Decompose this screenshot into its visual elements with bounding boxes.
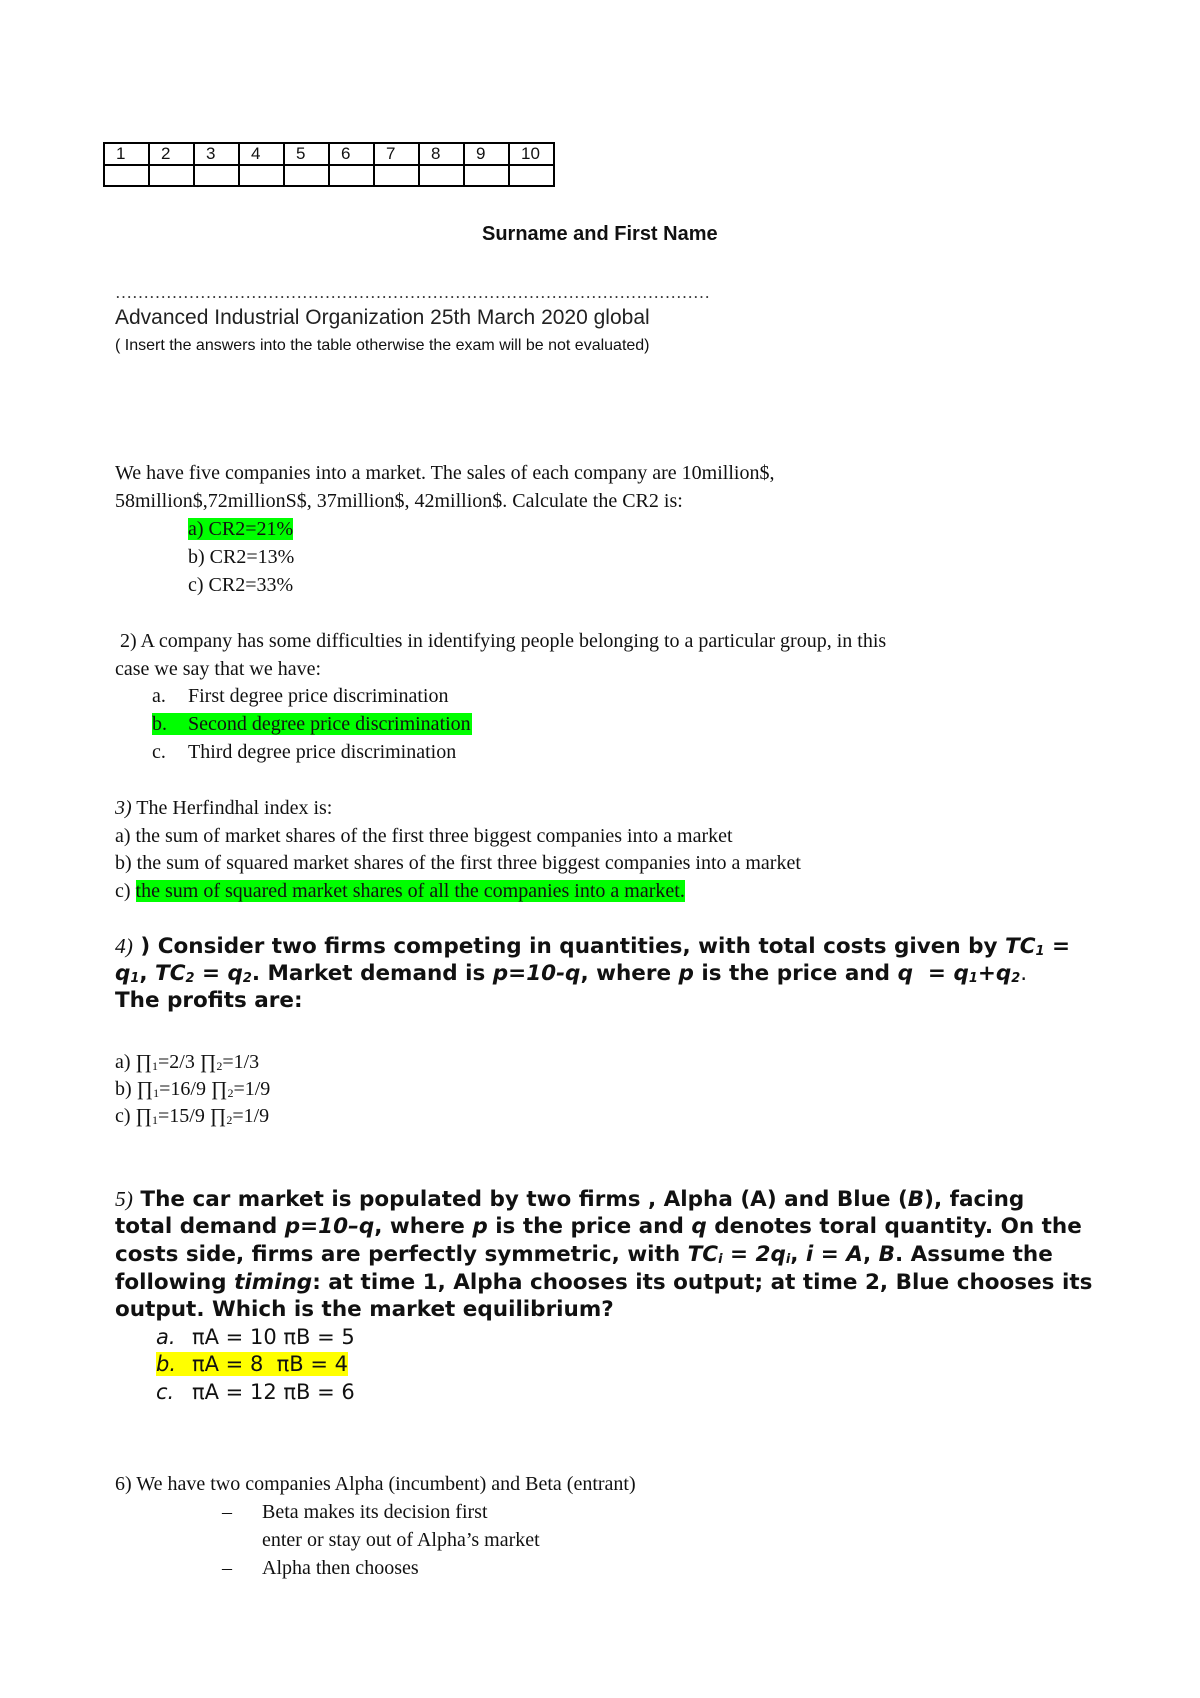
q4-option-a-v2: =1/3: [222, 1051, 260, 1073]
q4-option-b-sub1: 1: [153, 1085, 160, 1100]
q3-stem: [115, 797, 332, 820]
q4-option-c-v2: =1/9: [232, 1105, 270, 1127]
q5-option-a[interactable]: [156, 1325, 355, 1349]
answer-cell[interactable]: [464, 165, 509, 186]
q4-q1-sub: 1: [130, 970, 140, 986]
answer-number-cell: 4: [239, 143, 284, 165]
q5-stem-line3: [115, 1242, 1053, 1267]
q5-l1a: The car market is populated by two firms , Alpha (A) and Blue (: [132, 1187, 908, 1212]
q5-l2c: , where: [374, 1214, 473, 1239]
answer-cell[interactable]: [149, 165, 194, 186]
q4-option-b-v1: =16/9: [159, 1078, 211, 1100]
q1-option-a[interactable]: [188, 518, 293, 541]
q2-option-c-marker: c.: [152, 741, 166, 763]
q2-option-a-text: First degree price discrimination: [188, 685, 449, 707]
q2-option-b[interactable]: [152, 713, 472, 736]
answer-cell[interactable]: [284, 165, 329, 186]
q4-option-c-sub1: 1: [152, 1112, 159, 1127]
q2-option-a[interactable]: [152, 685, 448, 708]
q6-stem: 6) We have two companies Alpha (incumbent) and Beta (entrant): [115, 1473, 636, 1495]
q5-l3c: = 2q: [722, 1242, 786, 1267]
q4-sum-q2-sub: 2: [1011, 970, 1021, 986]
q5-l3g: A: [846, 1242, 863, 1267]
q5-stem-line1: [115, 1187, 1024, 1212]
q1-stem-line1: We have five companies into a market. The sales of each company are 10million$,: [115, 462, 775, 484]
q5-option-a-marker: a.: [156, 1325, 176, 1349]
q2-option-b-text: Second degree price discrimination: [188, 713, 471, 735]
q3-option-c-text: the sum of squared market shares of all the companies into a market.: [135, 880, 685, 902]
q2-stem-line1: 2) A company has some difficulties in identifying people belonging to a particular group, in this: [115, 630, 887, 652]
q4-option-a-sub1: 1: [152, 1058, 159, 1073]
q4-tc1-sub: 1: [1035, 943, 1045, 959]
q4-q: q: [897, 961, 913, 986]
q4-option-b-v2: =1/9: [233, 1078, 271, 1100]
q4-option-a[interactable]: [115, 1051, 259, 1074]
q4-plus: +: [977, 961, 996, 986]
q5-l3h: ,: [862, 1242, 879, 1267]
q5-l4b: timing: [234, 1270, 313, 1295]
q4-q2-sub: 2: [242, 970, 252, 986]
q4-number: 4): [115, 934, 133, 958]
answer-cell[interactable]: [239, 165, 284, 186]
q1-stem-line2: 58million$,72millionS$, 37million$, 42million$. Calculate the CR2 is:: [115, 490, 683, 512]
answer-number-cell: 5: [284, 143, 329, 165]
q4-sum-q2: q: [995, 961, 1012, 986]
q4-option-c-label: c): [115, 1105, 136, 1127]
q5-l4c: : at time 1, Alpha chooses its output; at time 2, Blue chooses its: [312, 1270, 1093, 1295]
q4-option-b[interactable]: [115, 1078, 270, 1101]
q5-l2a: total demand: [115, 1214, 285, 1239]
q3-option-b[interactable]: b) the sum of squared market shares of the first three biggest companies into a market: [115, 852, 801, 874]
q4-option-b-label: b): [115, 1078, 137, 1100]
exam-instruction: ( Insert the answers into the table otherwise the exam will be not evaluated): [115, 337, 650, 354]
answer-cell[interactable]: [329, 165, 374, 186]
q3-option-c[interactable]: [115, 880, 685, 903]
q4-option-c-sub2: 2: [226, 1112, 233, 1127]
answer-table-header-row: [104, 143, 554, 165]
q5-l4a: following: [115, 1270, 235, 1295]
answer-table-answer-row: [104, 165, 554, 186]
q5-option-b[interactable]: [156, 1352, 348, 1376]
answer-cell[interactable]: [104, 165, 149, 186]
q4-tc2-sub: 2: [185, 970, 195, 986]
q2-option-b-highlight: [152, 713, 472, 735]
answer-number-cell: 7: [374, 143, 419, 165]
q6-item1-continuation: enter or stay out of Alpha’s market: [262, 1529, 540, 1551]
q5-l1c: ), facing: [924, 1187, 1025, 1212]
answer-number-cell: 10: [509, 143, 554, 165]
q1-option-a-text: a) CR2=21%: [188, 518, 294, 540]
q4-eq: =: [1044, 934, 1070, 959]
q2-option-c-text: Third degree price discrimination: [188, 741, 457, 763]
q6-item2-text: Alpha then chooses: [262, 1557, 419, 1579]
q3-option-c-label: c): [115, 880, 136, 902]
q5-l3-sub: i: [718, 1251, 723, 1267]
q4-option-c[interactable]: [115, 1105, 269, 1128]
name-dotted-line: ……………………………………………………………………………………………: [115, 283, 710, 302]
q5-stem-line5: output. Which is the market equilibrium?: [115, 1297, 614, 1322]
answer-table: [103, 142, 555, 187]
q5-option-c[interactable]: [156, 1380, 355, 1404]
answer-number-cell: 8: [419, 143, 464, 165]
q4-option-a-pi1: ∏: [135, 1051, 153, 1073]
q4-tc1: TC: [1005, 934, 1036, 959]
answer-cell[interactable]: [419, 165, 464, 186]
q4-line1-text: ) Consider two firms competing in quantities, with total costs given by: [132, 934, 1006, 959]
q4-where: , where: [580, 961, 679, 986]
q5-l3j: . Assume the: [894, 1242, 1053, 1267]
q5-l3e: i: [805, 1242, 814, 1267]
q3-stem-text: The Herfindhal index is:: [131, 797, 333, 819]
q4-option-c-pi1: ∏: [135, 1105, 153, 1127]
answer-cell[interactable]: [374, 165, 419, 186]
q1-option-c[interactable]: c) CR2=33%: [188, 574, 294, 596]
q4-option-a-pi2: ∏: [199, 1051, 217, 1073]
q5-option-b-marker: b.: [156, 1352, 177, 1376]
answer-number-cell: 3: [194, 143, 239, 165]
answer-cell[interactable]: [509, 165, 554, 186]
answer-cell[interactable]: [194, 165, 239, 186]
q5-l2b: p=10–q: [284, 1214, 375, 1239]
q4-price: is the price and: [693, 961, 898, 986]
q4-q2-var: q: [227, 961, 243, 986]
answer-number-cell: 6: [329, 143, 374, 165]
q4-sum-q1: q: [953, 961, 969, 986]
q6-item2: [222, 1557, 419, 1580]
q4-option-b-pi2: ∏: [210, 1078, 228, 1100]
answer-number-cell: 1: [104, 143, 149, 165]
q5-l2f: q: [691, 1214, 707, 1239]
q4-stem-line2: [115, 961, 1027, 986]
q2-option-b-marker: b.: [152, 713, 167, 735]
q3-number: 3): [115, 797, 132, 819]
q4-comma: ,: [139, 961, 156, 986]
q4-option-c-pi2: ∏: [209, 1105, 227, 1127]
q4-stem-line1: [115, 934, 1070, 959]
q5-l3b: TC: [687, 1242, 719, 1267]
q2-option-a-marker: a.: [152, 685, 166, 707]
course-title: Advanced Industrial Organization 25th March 2020 global: [115, 306, 650, 329]
q5-l3i: B: [878, 1242, 895, 1267]
q5-l3f: =: [813, 1242, 847, 1267]
q4-dot: .: [1020, 961, 1028, 986]
q4-option-b-sub2: 2: [227, 1085, 234, 1100]
q4-option-c-v1: =15/9: [158, 1105, 210, 1127]
q4-option-b-pi1: ∏: [136, 1078, 154, 1100]
q2-stem-line2: case we say that we have:: [115, 658, 322, 680]
q4-option-a-v1: =2/3: [158, 1051, 200, 1073]
q4-p: p: [678, 961, 694, 986]
q5-l3a: costs side, firms are perfectly symmetric, with: [115, 1242, 688, 1267]
q5-stem-line4: [115, 1270, 1092, 1295]
q5-option-c-marker: c.: [156, 1380, 175, 1404]
q5-stem-line2: [115, 1214, 1082, 1239]
q4-option-a-label: a): [115, 1051, 136, 1073]
q5-l2g: denotes toral quantity. On the: [706, 1214, 1082, 1239]
q5-l1b: B: [907, 1187, 925, 1212]
q4-tc2: TC: [155, 961, 186, 986]
q4-eq3: =: [912, 961, 954, 986]
answer-number-cell: 2: [149, 143, 194, 165]
q2-option-c[interactable]: [152, 741, 456, 764]
q4-option-a-sub2: 2: [216, 1058, 223, 1073]
q5-option-c-text: πA = 12 πB = 6: [192, 1380, 355, 1404]
q5-option-a-text: πA = 10 πB = 5: [192, 1325, 355, 1349]
name-label: Surname and First Name: [482, 223, 718, 245]
q5-option-b-highlight: [156, 1352, 348, 1376]
answer-number-cell: 9: [464, 143, 509, 165]
q6-item1: [222, 1501, 488, 1524]
q5-l3d: ,: [790, 1242, 806, 1267]
q6-item1-dash: –: [222, 1501, 232, 1523]
q6-item1-text: Beta makes its decision first: [262, 1501, 488, 1523]
q5-l2e: is the price and: [487, 1214, 692, 1239]
q4-demand: p=10-q: [492, 961, 581, 986]
q5-l3-sub2: i: [785, 1251, 791, 1267]
q5-option-b-text: πA = 8 πB = 4: [192, 1352, 349, 1376]
q4-eq2: =: [194, 961, 228, 986]
q3-option-a[interactable]: a) the sum of market shares of the first three biggest companies into a market: [115, 825, 733, 847]
q5-l2d: p: [472, 1214, 488, 1239]
q4-q1-var: q: [115, 961, 131, 986]
q6-item2-dash: –: [222, 1557, 232, 1579]
q4-sum-q1-sub: 1: [968, 970, 978, 986]
q5-number: 5): [115, 1187, 133, 1211]
q4-demand-label: . Market demand is: [251, 961, 493, 986]
q1-option-b[interactable]: b) CR2=13%: [188, 546, 295, 568]
q4-stem-line3: The profits are:: [115, 988, 303, 1013]
